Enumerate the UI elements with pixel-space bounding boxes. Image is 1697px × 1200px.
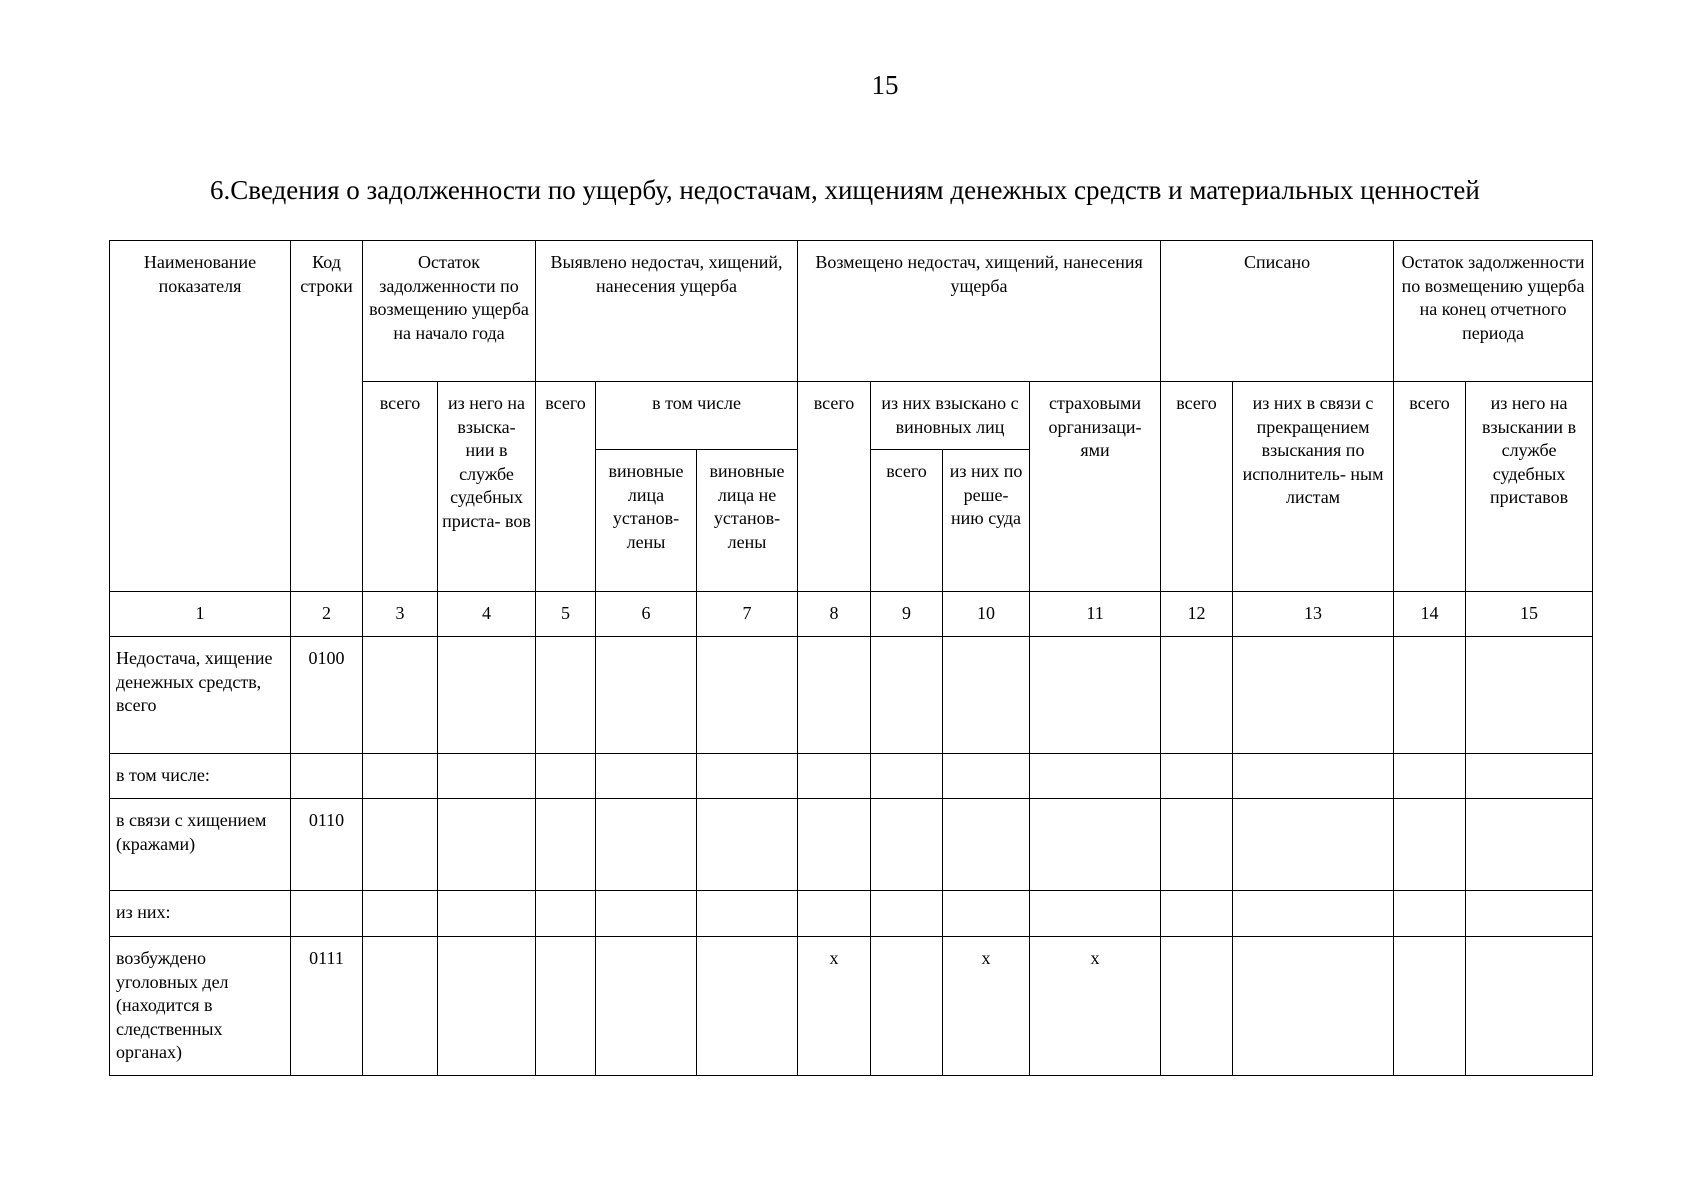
column-number: 6 [596, 592, 697, 637]
header-row-1 [110, 241, 1593, 382]
section-title: 6.Сведения о задолженности по ущербу, недостачам, хищениям денежных средств и материальных ценностей [210, 175, 1480, 205]
header-code: Код строки [291, 241, 363, 592]
page-number: 15 [871, 70, 899, 100]
column-number: 2 [291, 592, 363, 637]
data-cell[interactable] [1161, 937, 1233, 1076]
row-code [291, 891, 363, 937]
data-cell[interactable] [1161, 891, 1233, 937]
row-name: из них: [110, 891, 291, 937]
header-balance-start: Остаток задолженности по возмещению ущерба на начало года [363, 241, 536, 382]
header-by-court: из них по реше- нию суда [943, 450, 1030, 592]
data-cell[interactable] [1233, 799, 1394, 891]
data-cell[interactable] [871, 799, 943, 891]
data-cell[interactable] [438, 754, 536, 799]
header-detected: Выявлено недостач, хищений, нанесения ущерба [536, 241, 798, 382]
data-cell[interactable] [536, 937, 596, 1076]
data-cell[interactable] [596, 937, 697, 1076]
data-cell[interactable]: x [798, 937, 871, 1076]
data-cell[interactable]: x [943, 937, 1030, 1076]
data-cell[interactable] [871, 891, 943, 937]
column-number: 15 [1466, 592, 1593, 637]
data-cell[interactable] [697, 637, 798, 754]
header-comp-total: всего [798, 382, 871, 592]
data-cell[interactable] [596, 891, 697, 937]
data-cell[interactable] [1466, 637, 1593, 754]
data-cell[interactable] [596, 754, 697, 799]
header-culprits-found: виновные лица установ- лены [596, 450, 697, 592]
data-cell[interactable] [596, 637, 697, 754]
table-row [110, 754, 1593, 799]
data-cell[interactable] [1394, 891, 1466, 937]
data-cell[interactable] [871, 754, 943, 799]
header-comp-culprits: из них взыскано с виновных лиц [871, 382, 1030, 450]
data-cell[interactable] [1394, 754, 1466, 799]
data-cell[interactable] [438, 799, 536, 891]
data-cell[interactable] [943, 891, 1030, 937]
header-name: Наименование показателя [110, 241, 291, 592]
table-row [110, 637, 1593, 754]
table-row [110, 937, 1593, 1076]
data-cell[interactable] [536, 799, 596, 891]
header-comp-insurers: страховыми организаци- ями [1030, 382, 1161, 592]
header-bs-total: всего [363, 382, 438, 592]
data-cell[interactable] [943, 754, 1030, 799]
header-culprits-not-found: виновные лица не установ- лены [697, 450, 798, 592]
header-balance-end: Остаток задолженности по возмещению ущерба на конец отчетного периода [1394, 241, 1593, 382]
data-cell[interactable] [363, 937, 438, 1076]
data-cell[interactable] [1233, 891, 1394, 937]
row-name: в связи с хищением (кражами) [110, 799, 291, 891]
header-wo-termination: из них в связи с прекращением взыскания по исполнитель- ным листам [1233, 382, 1394, 592]
data-cell[interactable] [798, 799, 871, 891]
column-number: 8 [798, 592, 871, 637]
row-name: Недостача, хищение денежных средств, всего [110, 637, 291, 754]
data-cell[interactable] [1233, 754, 1394, 799]
column-number: 12 [1161, 592, 1233, 637]
data-cell[interactable] [1161, 799, 1233, 891]
header-det-including: в том числе [596, 382, 798, 450]
data-cell[interactable] [536, 891, 596, 937]
header-be-total: всего [1394, 382, 1466, 592]
data-cell[interactable] [1161, 754, 1233, 799]
data-cell[interactable] [871, 637, 943, 754]
header-be-bailiffs: из него на взыскании в службе судебных приставов [1466, 382, 1593, 592]
data-cell[interactable] [438, 937, 536, 1076]
data-cell[interactable] [1394, 937, 1466, 1076]
header-bs-bailiffs: из него на взыска- нии в службе судебных приста- вов [438, 382, 536, 592]
data-cell[interactable] [697, 799, 798, 891]
header-wo-total: всего [1161, 382, 1233, 592]
data-cell[interactable] [1466, 937, 1593, 1076]
data-cell[interactable] [363, 754, 438, 799]
column-number: 11 [1030, 592, 1161, 637]
data-cell[interactable] [943, 799, 1030, 891]
data-cell[interactable] [798, 637, 871, 754]
data-cell[interactable] [697, 754, 798, 799]
data-cell[interactable] [1030, 891, 1161, 937]
row-name: возбуждено уголовных дел (находится в следственных органах) [110, 937, 291, 1076]
data-cell[interactable] [363, 891, 438, 937]
header-written-off: Списано [1161, 241, 1394, 382]
data-cell[interactable] [697, 891, 798, 937]
data-cell[interactable] [536, 637, 596, 754]
data-cell[interactable] [363, 637, 438, 754]
data-cell[interactable] [1466, 799, 1593, 891]
data-cell[interactable] [1030, 637, 1161, 754]
data-cell[interactable] [1233, 937, 1394, 1076]
data-cell[interactable]: x [1030, 937, 1161, 1076]
data-cell[interactable] [1466, 891, 1593, 937]
header-compensated: Возмещено недостач, хищений, нанесения ущерба [798, 241, 1161, 382]
debt-table [109, 240, 1593, 1076]
column-number: 7 [697, 592, 798, 637]
column-number: 4 [438, 592, 536, 637]
data-cell[interactable] [438, 891, 536, 937]
row-code: 0111 [291, 937, 363, 1076]
data-cell[interactable] [438, 637, 536, 754]
data-cell[interactable] [596, 799, 697, 891]
column-number: 1 [110, 592, 291, 637]
data-cell[interactable] [1394, 799, 1466, 891]
data-cell[interactable] [1030, 754, 1161, 799]
column-number: 10 [943, 592, 1030, 637]
row-name: в том числе: [110, 754, 291, 799]
data-cell[interactable] [871, 937, 943, 1076]
table-row [110, 891, 1593, 937]
header-culprits-total: всего [871, 450, 943, 592]
data-cell[interactable] [363, 799, 438, 891]
data-cell[interactable] [798, 891, 871, 937]
data-cell[interactable] [943, 637, 1030, 754]
data-cell[interactable] [1161, 637, 1233, 754]
column-number: 13 [1233, 592, 1394, 637]
column-number: 5 [536, 592, 596, 637]
table-row [110, 799, 1593, 891]
column-numbers-row [110, 592, 1593, 637]
data-cell[interactable] [1394, 637, 1466, 754]
row-code: 0110 [291, 799, 363, 891]
row-code [291, 754, 363, 799]
data-cell[interactable] [798, 754, 871, 799]
row-code: 0100 [291, 637, 363, 754]
column-number: 14 [1394, 592, 1466, 637]
header-det-total: всего [536, 382, 596, 592]
column-number: 3 [363, 592, 438, 637]
data-cell[interactable] [1030, 799, 1161, 891]
data-cell[interactable] [536, 754, 596, 799]
data-cell[interactable] [697, 937, 798, 1076]
data-cell[interactable] [1466, 754, 1593, 799]
data-cell[interactable] [1233, 637, 1394, 754]
column-number: 9 [871, 592, 943, 637]
